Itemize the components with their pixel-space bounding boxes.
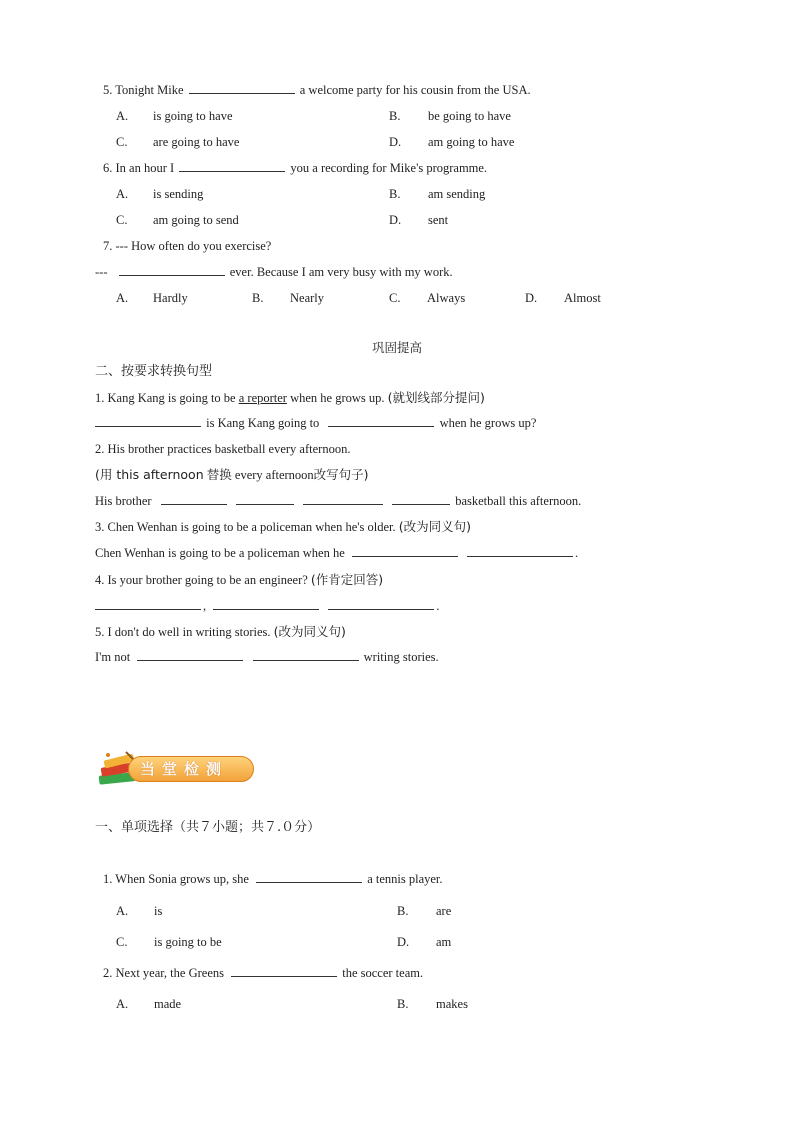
text: Chen Wenhan is going to be a policeman when he [95, 546, 345, 560]
option-text[interactable]: is [154, 904, 163, 918]
answer-blank[interactable] [95, 598, 201, 610]
answer-blank[interactable] [253, 649, 359, 661]
option-label: D. [389, 213, 402, 227]
instruction-note: (作肯定回答) [310, 572, 384, 587]
p2-q3-answer [95, 545, 578, 561]
text: 替换 [206, 467, 232, 482]
section-badge [96, 750, 260, 788]
option-label: C. [389, 291, 401, 305]
text: His brother [95, 494, 152, 508]
option-label: B. [397, 997, 409, 1011]
option-text[interactable]: am [436, 935, 452, 949]
text: is Kang Kang going to [206, 416, 320, 430]
option-text[interactable]: makes [436, 997, 468, 1011]
text: writing stories. [363, 650, 439, 664]
p2-q4-answer [95, 598, 440, 614]
underlined-phrase: a reporter [238, 391, 287, 405]
p2-q2-note [95, 467, 369, 483]
option-label: C. [116, 935, 128, 949]
answer-blank[interactable] [328, 598, 434, 610]
option-text[interactable]: Nearly [290, 291, 325, 305]
option-text[interactable]: Almost [564, 291, 601, 305]
option-label: C. [116, 213, 128, 227]
q5-text-after: a welcome party for his cousin from the USA. [299, 83, 531, 97]
p2-q5 [95, 624, 346, 640]
option-label: D. [525, 291, 538, 305]
p1b-q2 [103, 965, 423, 981]
text: . [575, 546, 579, 560]
p2-q1 [95, 390, 485, 406]
answer-blank[interactable] [189, 82, 295, 94]
option-label: A. [116, 291, 129, 305]
option-label: C. [116, 135, 128, 149]
q7-line: 7. --- How often do you exercise? [103, 239, 272, 253]
text: 4. Is your brother going to be an engineer? [95, 573, 308, 587]
option-label: B. [389, 109, 401, 123]
text: 改写句子) [313, 467, 369, 482]
q5-text: 5. Tonight Mike [103, 83, 184, 97]
q7-text-after: ever. Because I am very busy with my work. [229, 265, 453, 279]
answer-blank[interactable] [352, 545, 458, 557]
text: the soccer team. [342, 966, 424, 980]
badge-text: 当堂检测 [140, 760, 229, 778]
option-text[interactable]: is sending [153, 187, 204, 201]
option-text[interactable]: are [436, 904, 452, 918]
part2-title: 二、按要求转换句型 [95, 364, 213, 379]
option-text[interactable]: be going to have [428, 109, 511, 123]
p1b-q1 [103, 871, 443, 887]
option-label: A. [116, 997, 129, 1011]
text: 1. Kang Kang is going to be [95, 391, 236, 405]
section-heading: 巩固提高 [371, 340, 422, 355]
option-text[interactable]: are going to have [153, 135, 240, 149]
text: 1. When Sonia grows up, she [103, 872, 249, 886]
answer-blank[interactable] [231, 965, 337, 977]
text: basketball this afternoon. [455, 494, 582, 508]
option-text[interactable]: am going to have [428, 135, 515, 149]
option-text[interactable]: sent [428, 213, 449, 227]
p2-q3 [95, 519, 471, 535]
text: (用 this afternoon [95, 467, 204, 482]
instruction-note: (就划线部分提问) [387, 390, 485, 405]
q6-text-after: you a recording for Mike's programme. [290, 161, 488, 175]
answer-blank[interactable] [256, 871, 362, 883]
answer-blank[interactable] [95, 415, 201, 427]
answer-blank[interactable] [213, 598, 319, 610]
p2-q4 [95, 572, 383, 588]
p2-q5-answer [95, 649, 439, 665]
answer-blank[interactable] [119, 264, 225, 276]
text: , [203, 599, 207, 613]
q6-line [103, 160, 487, 176]
option-text[interactable]: Hardly [153, 291, 188, 305]
q6-text: 6. In an hour I [103, 161, 175, 175]
option-label: A. [116, 187, 129, 201]
p2-q2: 2. His brother practices basketball every afternoon. [95, 442, 351, 456]
text: when he grows up. [290, 391, 385, 405]
option-text[interactable]: am going to send [153, 213, 239, 227]
answer-blank[interactable] [137, 649, 243, 661]
text: 2. Next year, the Greens [103, 966, 224, 980]
text: every afternoon [234, 468, 314, 482]
answer-blank[interactable] [467, 545, 573, 557]
p2-q2-answer [95, 493, 581, 509]
option-text[interactable]: is going to be [154, 935, 222, 949]
option-text[interactable]: Always [427, 291, 466, 305]
option-text[interactable]: made [154, 997, 182, 1011]
answer-blank[interactable] [392, 493, 450, 505]
answer-blank[interactable] [303, 493, 383, 505]
option-label: D. [397, 935, 410, 949]
option-text[interactable]: am sending [428, 187, 486, 201]
text: 5. I don't do well in writing stories. [95, 625, 271, 639]
option-label: B. [389, 187, 401, 201]
part1b-title: 一、单项选择（共７小题；共７.０分） [95, 820, 321, 835]
answer-blank[interactable] [328, 415, 434, 427]
instruction-note: (改为同义句) [273, 624, 346, 639]
option-label: A. [116, 904, 129, 918]
p2-q1-answer [95, 415, 536, 431]
option-label: B. [397, 904, 409, 918]
instruction-note: (改为同义句) [398, 519, 471, 534]
q5-line [103, 82, 531, 98]
dash: --- [95, 265, 108, 279]
text: . [436, 599, 440, 613]
text: a tennis player. [367, 872, 443, 886]
answer-blank[interactable] [179, 160, 285, 172]
answer-blank[interactable] [236, 493, 294, 505]
option-label: A. [116, 109, 129, 123]
text: 3. Chen Wenhan is going to be a policeman when he's older. [95, 520, 396, 534]
text: I'm not [95, 650, 131, 664]
q7-answer-line [95, 264, 453, 280]
text: when he grows up? [439, 416, 537, 430]
option-text[interactable]: is going to have [153, 109, 233, 123]
answer-blank[interactable] [161, 493, 227, 505]
option-label: B. [252, 291, 264, 305]
option-label: D. [389, 135, 402, 149]
